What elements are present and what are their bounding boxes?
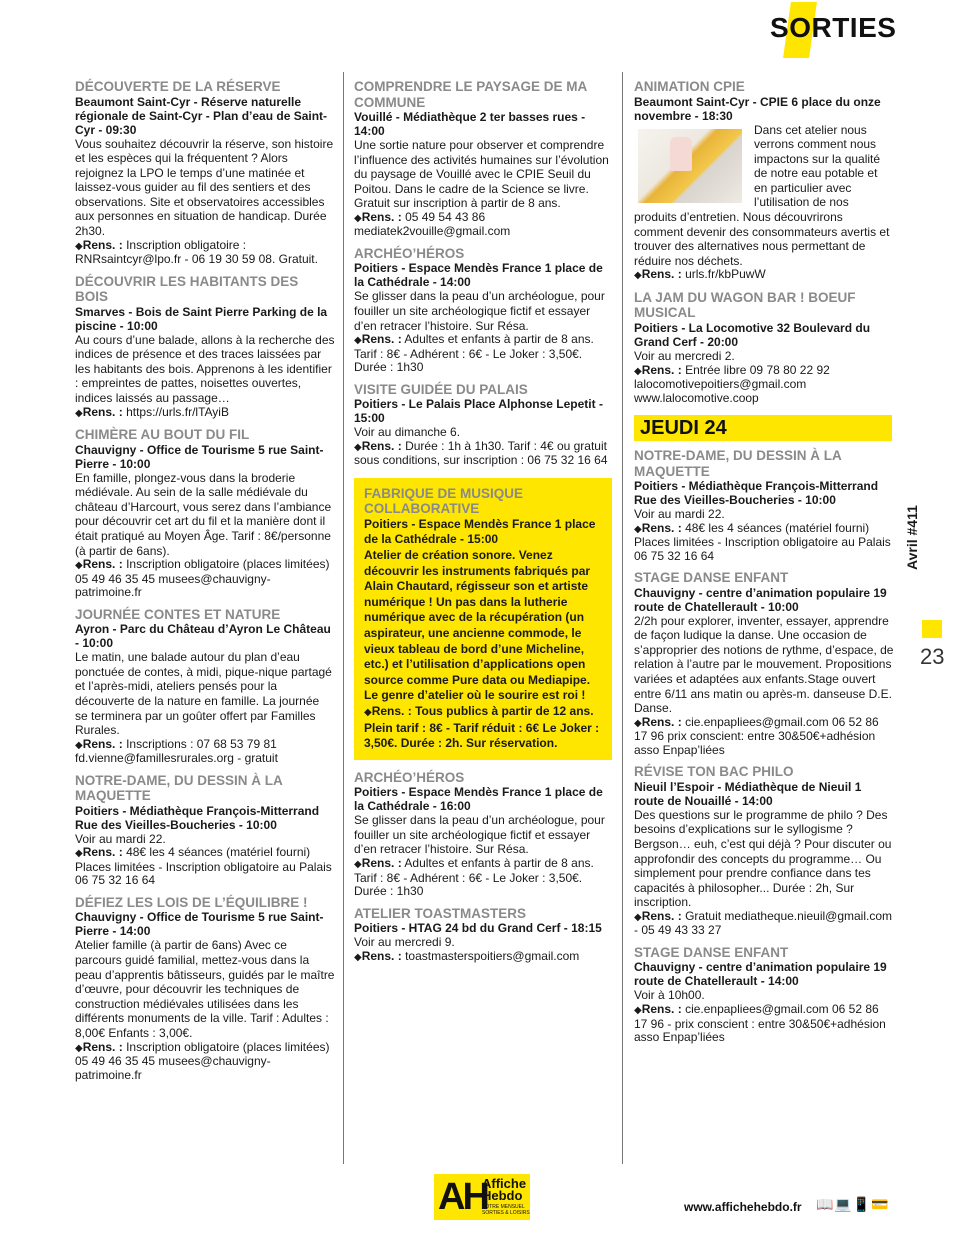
event-info: ◆Rens. : Adultes et enfants à partir de 8 ans. Tarif : 8€ - Adhérent : 6€ - Le Joker : 3,50€. Durée : 1h30 <box>354 856 594 899</box>
event-description: Voir au mercredi 9. <box>354 935 455 950</box>
event-place: Chauvigny - Office de Tourisme 5 rue Saint-Pierre - 10:00 <box>75 442 324 471</box>
event-description: Une sortie nature pour observer et comprendre l’influence des activités humaines sur l’évolution du paysage de Vouillé avec le CPIE Seuil du Poitou. Dans le cadre de la Science se livre. Gratuit sur inscription à partir de 8 ans. <box>354 138 609 211</box>
diamond-icon: ◆ <box>75 407 83 419</box>
event-description: Vous souhaitez découvrir la réserve, son histoire et les espèces qui la fréquentent ? Alors rejoignez la LPO le temps d’une matinée et laissez-vous guider au fil des sentiers et des observations. Site et observatoires accessibles aux personnes en situation de handicap. Durée 2h30. <box>75 136 334 239</box>
event-place: Beaumont Saint-Cyr - CPIE 6 place du onze novembre - 18:30 <box>634 94 881 123</box>
event-info: ◆Rens. : Adultes et enfants à partir de 8 ans. Tarif : 8€ - Adhérent : 6€ - Le Joker : 3,50€. Durée : 1h30 <box>354 332 594 375</box>
rens-label: Rens. : <box>371 703 412 718</box>
event-place: Poitiers - Médiathèque François-Mitterrand Rue des Vieilles-Boucheries - 10:00 <box>634 479 879 508</box>
event-info: ◆Rens. : urls.fr/kbPuwW <box>634 267 766 282</box>
rens-label: Rens. : <box>82 1039 123 1054</box>
event-entry <box>634 570 894 757</box>
event-info: ◆Rens. : cie.enpapliees@gmail.com 06 52 86 17 96 prix conscient: entre 30&50€+adhésion asso Enpap’liées <box>634 714 879 757</box>
diamond-icon: ◆ <box>634 911 642 923</box>
event-place: Ayron - Parc du Château d’Ayron Le Château - 10:00 <box>75 622 331 651</box>
event-info: ◆Rens. : toastmasterspoitiers@gmail.com <box>354 948 580 963</box>
event-description: 2/2h pour explorer, inventer, essayer, apprendre de façon ludique la danse. Une occasion de s’approprier des notions de rythme, d’espace, de relation à l’autre par le mouvement. Propositions variées et adaptées aux enfants.Stage ouvert entre 6/11 ans matin ou après-m. danseuse D.E. Danse. <box>634 613 894 716</box>
event-entry <box>634 945 894 1045</box>
logo-brand: Affiche Hebdo <box>482 1176 527 1203</box>
event-entry <box>75 427 335 600</box>
issue-label: Avril #411 <box>904 505 920 570</box>
event-entry <box>75 607 335 766</box>
diamond-icon: ◆ <box>75 739 83 751</box>
column-divider <box>622 72 623 1164</box>
cleaning-products-photo <box>638 129 742 203</box>
column-1 <box>75 72 335 1082</box>
event-entry <box>354 382 612 468</box>
event-title: ANIMATION CPIE <box>634 79 745 94</box>
event-info: ◆Rens. : https://urls.fr/lTAyiB <box>75 404 229 419</box>
section-title: SORTIES <box>770 12 897 43</box>
event-place: Chauvigny - centre d’animation populaire 19 route de Chatellerault - 10:00 <box>634 585 887 614</box>
device-icons: 📖💻📱💳 <box>816 1196 890 1212</box>
event-title: DÉCOUVRIR LES HABITANTS DES BOIS <box>75 273 299 305</box>
diamond-icon: ◆ <box>634 717 642 729</box>
event-title: DÉFIEZ LES LOIS DE L’ÉQUILIBRE ! <box>75 894 308 910</box>
day-heading: JEUDI 24 <box>634 415 892 441</box>
event-place: Poitiers - Médiathèque François-Mitterrand Rue des Vieilles-Boucheries - 10:00 <box>75 803 320 832</box>
rens-label: Rens. : <box>641 267 682 282</box>
event-description: Se glisser dans la peau d’un archéologue, pour fouiller un site archéologique fictif et essayer d’en retracer l’histoire. Sur Résa. <box>354 289 605 333</box>
diamond-icon: ◆ <box>75 1042 83 1054</box>
rens-label: Rens. : <box>361 438 402 453</box>
event-title: VISITE GUIDÉE DU PALAIS <box>354 381 528 397</box>
featured-event <box>354 478 612 760</box>
event-place: Beaumont Saint-Cyr - Réserve naturelle régionale de Saint-Cyr - Plan d’eau de Saint-Cyr - 09:30 <box>75 94 328 137</box>
column-divider <box>343 72 344 1164</box>
rens-label: Rens. : <box>641 908 682 923</box>
rens-label: Rens. : <box>641 520 682 535</box>
event-title: FABRIQUE DE MUSIQUE COLLABORATIVE <box>364 485 524 517</box>
rens-label: Rens. : <box>82 845 123 860</box>
diamond-icon: ◆ <box>354 951 362 963</box>
event-info: ◆Rens. : Inscription obligatoire (places limitées) 05 49 46 35 45 musees@chauvigny-patrimoine.fr <box>75 557 330 600</box>
event-title: NOTRE-DAME, DU DESSIN À LA MAQUETTE <box>634 448 842 479</box>
logo-tagline: VOTRE MENSUEL SORTIES & LOISIRS <box>482 1204 530 1216</box>
event-title: COMPRENDRE LE PAYSAGE DE MA COMMUNE <box>354 79 587 110</box>
event-info: ◆Rens. : cie.enpapliees@gmail.com 06 52 86 17 96 - prix conscient : entre 30&50€+adhésion asso Enpap’liées <box>634 1002 886 1045</box>
rens-label: Rens. : <box>641 362 682 377</box>
event-entry <box>354 906 612 965</box>
rens-label: Rens. : <box>82 237 123 252</box>
event-title: LA JAM DU WAGON BAR ! BOEUF MUSICAL <box>634 289 856 321</box>
event-title: NOTRE-DAME, DU DESSIN À LA MAQUETTE <box>75 772 283 804</box>
event-description: Le matin, une balade autour du plan d’eau ponctuée de contes, à midi, pique-nique partagé et l’après-midi, ateliers pensés pour la découverte de la nature en famille. La journée se terminera par un goûter offert par Familles Rurales. <box>75 650 332 738</box>
diamond-icon: ◆ <box>75 560 83 572</box>
rens-label: Rens. : <box>361 948 402 963</box>
diamond-icon: ◆ <box>354 212 362 224</box>
diamond-icon: ◆ <box>634 1005 642 1017</box>
event-place: Poitiers - Espace Mendès France 1 place de la Cathédrale - 14:00 <box>354 261 603 290</box>
event-entry <box>75 895 335 1082</box>
column-3 <box>634 72 894 1045</box>
event-entry <box>354 246 612 375</box>
event-title: DÉCOUVERTE DE LA RÉSERVE <box>75 79 281 94</box>
event-info: ◆Rens. : Entrée libre 09 78 80 22 92 lalocomotivepoitiers@gmail.com www.lalocomotive.coop <box>634 362 830 405</box>
page-number: 23 <box>920 644 945 669</box>
event-place: Poitiers - La Locomotive 32 Boulevard du Grand Cerf - 20:00 <box>634 320 871 349</box>
event-description: Voir au mardi 22. <box>75 831 166 846</box>
diamond-icon: ◆ <box>634 270 642 282</box>
diamond-icon: ◆ <box>354 859 362 871</box>
rens-label: Rens. : <box>82 404 123 419</box>
diamond-icon: ◆ <box>75 848 83 860</box>
diamond-icon: ◆ <box>364 706 372 718</box>
rens-label: Rens. : <box>82 736 123 751</box>
rens-label: Rens. : <box>361 856 402 871</box>
rens-label: Rens. : <box>641 1002 682 1017</box>
rens-label: Rens. : <box>82 557 123 572</box>
side-yellow-block <box>922 620 942 638</box>
event-description: Atelier famille (à partir de 6ans) Avec ce parcours guidé familial, mettez-vous dans la peau d’apprentis bâtisseurs, guidés par le maître d’œuvre, pour découvrir les techniques de construction médiévales utilisées dans les différents monuments de la ville. Tarif : Adultes : 8,00€ Enfants : 3,00€. <box>75 938 335 1040</box>
event-place: Nieuil l’Espoir - Médiathèque de Nieuil 1 route de Nouaillé - 14:00 <box>634 779 862 808</box>
event-title: STAGE DANSE ENFANT <box>634 570 789 586</box>
rens-label: Rens. : <box>361 332 402 347</box>
event-title: ARCHÉO’HÉROS <box>354 245 465 261</box>
event-place: Poitiers - HTAG 24 bd du Grand Cerf - 18:15 <box>354 921 602 936</box>
logo-letters: AH <box>438 1176 487 1218</box>
event-title: JOURNÉE CONTES ET NATURE <box>75 606 281 622</box>
event-description: En famille, plongez-vous dans la broderie médiévale. Au sein de la salle médiévale du château d’Harcourt, vous serez dans l’ambiance pour découvrir cet art du fil et la manière dont il était pratiqué au Moyen Âge. Tarif : 8€/personne (à partir de 6ans). <box>75 470 332 558</box>
diamond-icon: ◆ <box>354 441 362 453</box>
event-entry <box>75 773 335 888</box>
event-description: Atelier de création sonore. Venez découvrir les instruments fabriqués par Alain Chautard, régisseur son et artiste numérique ! Un pas dans la lutherie numérique avec de la récupération (un aspirateur, une ancienne commode, le vieux tableau de bord d’une Micheline, etc.) et l’utilisation d’applications open source comme Pure data ou Mediapipe. Le genre d’atelier où le sourire est roi ! <box>364 548 591 703</box>
event-description: Voir au mercredi 2. <box>634 348 735 363</box>
event-entry <box>75 274 335 420</box>
diamond-icon: ◆ <box>75 240 83 252</box>
event-info: ◆Rens. : Inscription obligatoire (places limitées) 05 49 46 35 45 musees@chauvigny-patrimoine.fr <box>75 1039 330 1082</box>
event-description: Dans cet atelier nous verrons comment nous impactons sur la qualité de notre eau potable et en particulier avec l’utilisation de nos produits d’entretien. Nous découvrirons comment devenir des consommateurs avertis et trouver des alternatives nous permettant de réduire nos déchets. <box>634 122 890 268</box>
event-info: ◆Rens. : Gratuit mediatheque.nieuil@gmail.com - 05 49 43 33 27 <box>634 908 893 938</box>
event-info: ◆Rens. : Inscription obligatoire : RNRsaintcyr@lpo.fr - 06 19 30 59 08. Gratuit. <box>75 237 318 267</box>
affiche-hebdo-logo[interactable] <box>434 1174 530 1220</box>
diamond-icon: ◆ <box>634 365 642 377</box>
rens-label: Rens. : <box>361 209 402 224</box>
event-place: Smarves - Bois de Saint Pierre Parking de la piscine - 10:00 <box>75 304 328 333</box>
website-link[interactable]: www.affichehebdo.fr <box>684 1200 802 1214</box>
event-place: Poitiers - Le Palais Place Alphonse Lepetit - 15:00 <box>354 397 603 426</box>
event-description: Des questions sur le programme de philo ? Des besoins d’explications sur le syllogisme ? Bergson… euh, c’est qui déjà ? Pour discuter ou approfondir des concepts du programme… Ou simplement pour prendre confiance dans tes capacités à philosopher... Durée : 2h, Sur inscription. <box>634 807 892 910</box>
diamond-icon: ◆ <box>634 523 642 535</box>
event-info: ◆Rens. : Tous publics à partir de 12 ans. Plein tarif : 8€ - Tarif réduit : 6€ Le Joker : 3,50€. Durée : 2h. Sur réservation. <box>364 703 600 751</box>
event-entry <box>634 448 894 563</box>
diamond-icon: ◆ <box>354 335 362 347</box>
event-place: Chauvigny - Office de Tourisme 5 rue Saint-Pierre - 14:00 <box>75 910 324 939</box>
event-title: RÉVISE TON BAC PHILO <box>634 764 794 780</box>
section-title-o-highlight: O <box>789 12 812 43</box>
event-title: ATELIER TOASTMASTERS <box>354 905 527 921</box>
event-title: ARCHÉO’HÉROS <box>354 769 465 785</box>
event-info: ◆Rens. : 48€ les 4 séances (matériel fourni) Places limitées - Inscription obligatoire au Palais 06 75 32 16 64 <box>634 520 891 563</box>
event-description: Voir à 10h00. <box>634 988 705 1003</box>
event-info: ◆Rens. : 48€ les 4 séances (matériel fourni) Places limitées - Inscription obligatoire au Palais 06 75 32 16 64 <box>75 845 332 888</box>
event-entry <box>634 764 894 938</box>
event-info: ◆Rens. : 05 49 54 43 86 mediatek2vouille@gmail.com <box>354 209 511 239</box>
event-place: Chauvigny - centre d’animation populaire 19 route de Chatellerault - 14:00 <box>634 960 887 989</box>
event-title: CHIMÈRE AU BOUT DU FIL <box>75 427 250 443</box>
rens-label: Rens. : <box>641 714 682 729</box>
event-description: Voir au dimanche 6. <box>354 425 461 440</box>
event-entry <box>354 770 612 899</box>
event-description: Au cours d’une balade, allons à la recherche des indices de présence et des traces laissées par les habitants des bois. Apprenons à les identifier : empreintes de pattes, noisettes ouvertes, indices laissés au passage… <box>75 332 335 406</box>
event-place: Poitiers - Espace Mendès France 1 place de la Cathédrale - 15:00 <box>364 516 596 547</box>
event-description: Se glisser dans la peau d’un archéologue, pour fouiller un site archéologique fictif et essayer d’en retracer l’histoire. Sur Résa. <box>354 813 605 857</box>
event-info: ◆Rens. : Inscriptions : 07 68 53 79 81 fd.vienne@famillesrurales.org - gratuit <box>75 736 278 766</box>
column-2 <box>354 72 612 964</box>
event-entry <box>354 79 612 239</box>
event-place: Poitiers - Espace Mendès France 1 place de la Cathédrale - 16:00 <box>354 785 603 814</box>
event-info: ◆Rens. : Durée : 1h à 1h30. Tarif : 4€ ou gratuit sous conditions, sur inscription : 06 75 32 16 64 <box>354 438 608 468</box>
event-place: Vouillé - Médiathèque 2 ter basses rues - 14:00 <box>354 110 586 138</box>
event-title: STAGE DANSE ENFANT <box>634 944 789 960</box>
event-description: Voir au mardi 22. <box>634 507 725 522</box>
event-entry <box>75 79 335 267</box>
